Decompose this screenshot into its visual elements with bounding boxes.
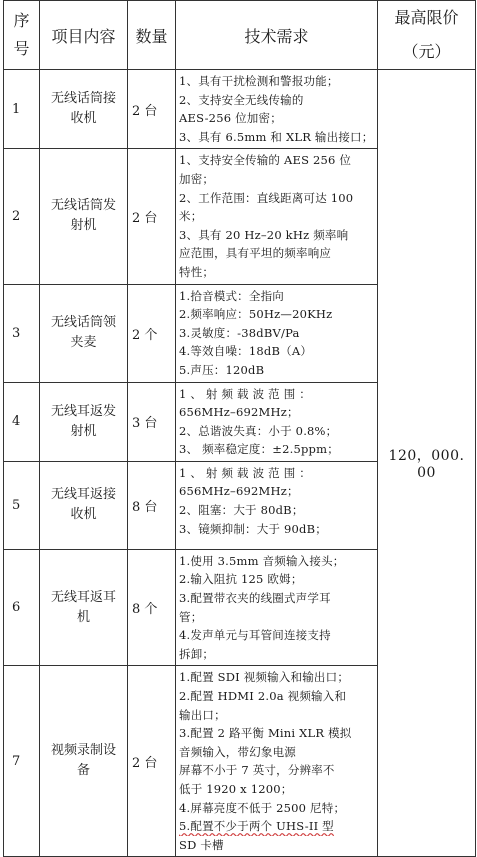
header-row [4,1,476,70]
item-name: 无线耳返发 射机 [40,382,128,461]
item-requirements: 1 、 射 频 载 波 范 围 ： 656MHz–692MHz； 2、阻塞：大于 80dB； 3、镜频抑制：大于 90dB； [176,461,378,549]
item-qty: 3 台 [128,382,176,461]
header-price: 最高限价 （元） [378,1,476,70]
row-number: 6 [4,549,40,666]
row-number: 4 [4,382,40,461]
item-name: 无线话筒接 收机 [40,70,128,149]
item-qty: 2 个 [128,284,176,382]
item-name: 无线话筒发 射机 [40,149,128,284]
row-number: 7 [4,666,40,857]
row-number: 1 [4,70,40,149]
item-qty: 2 台 [128,666,176,857]
row-number: 5 [4,461,40,549]
header-qty: 数量 [128,1,176,70]
item-requirements: 1、支持安全传输的 AES 256 位 加密； 2、工作范围：直线距离可达 100 米； 3、具有 20 Hz–20 kHz 频率响 应范围，具有平坦的频率响应 特性； [176,149,378,284]
item-name: 无线话筒领 夹麦 [40,284,128,382]
header-seq: 序 号 [4,1,40,70]
header-content: 项目内容 [40,1,128,70]
item-requirements: 1.配置 SDI 视频输入和输出口； 2.配置 HDMI 2.0a 视频输入和 输出口； 3.配置 2 路平衡 Mini XLR 模拟 音频输入，带幻象电源 屏幕不小于 7 英寸，分辨率不 低于 1920 x 1200； 4.屏幕亮度不低于 2500 尼特； 5.配置不少于两个 UHS-II 型 SD 卡槽 [176,666,378,857]
max-price: 120，000. 00 [378,70,476,857]
item-requirements: 1 、 射 频 载 波 范 围 ： 656MHz–692MHz； 2、总谐波失真：小于 0.8%； 3、 频率稳定度：±2.5ppm； [176,382,378,461]
item-qty: 2 台 [128,70,176,149]
row-number: 2 [4,149,40,284]
item-name: 无线耳返接 收机 [40,461,128,549]
item-qty: 8 台 [128,461,176,549]
item-requirements: 1.拾音模式：全指向 2.频率响应：50Hz—20KHz 3.灵敏度：-38dBV/Pa 4.等效自噪：18dB（A） 5.声压：120dB [176,284,378,382]
procurement-table [3,0,476,857]
item-requirements: 1、具有干扰检测和警报功能； 2、支持安全无线传输的 AES-256 位加密； 3、具有 6.5mm 和 XLR 输出接口； [176,70,378,149]
table-row [4,70,476,149]
item-name: 视频录制设 备 [40,666,128,857]
header-requirements: 技术需求 [176,1,378,70]
item-name: 无线耳返耳 机 [40,549,128,666]
item-qty: 2 台 [128,149,176,284]
item-qty: 8 个 [128,549,176,666]
item-requirements: 1.使用 3.5mm 音频输入接头； 2.输入阻抗 125 欧姆； 3.配置带衣夹的线圈式声学耳 管； 4.发声单元与耳管间连接支持 拆卸； [176,549,378,666]
row-number: 3 [4,284,40,382]
